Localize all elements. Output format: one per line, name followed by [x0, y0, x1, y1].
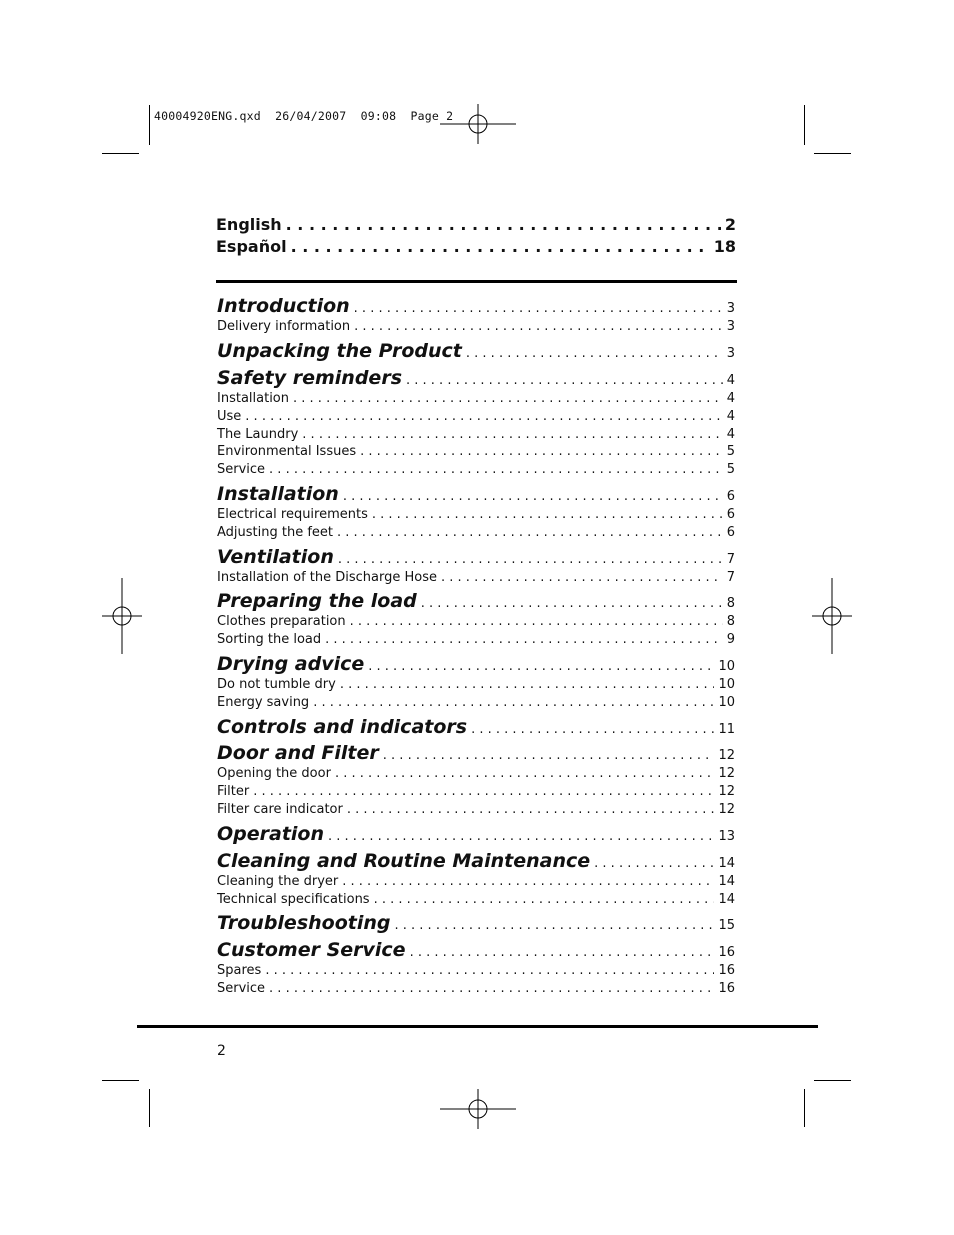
dot-leader	[325, 632, 723, 647]
toc-page: 16	[718, 945, 735, 960]
toc-label: Delivery information	[217, 319, 351, 334]
dot-leader	[372, 507, 723, 522]
toc-subentry[interactable]	[217, 981, 735, 996]
section-divider	[216, 280, 737, 283]
toc-subentry[interactable]	[217, 427, 735, 442]
toc-subentry[interactable]	[217, 614, 735, 629]
dot-leader	[269, 462, 723, 477]
toc-label: Filter care indicator	[217, 802, 343, 817]
toc-label: Spares	[217, 963, 262, 978]
crop-mark	[149, 1089, 150, 1127]
dot-leader	[350, 614, 723, 629]
dot-leader	[291, 237, 710, 256]
footer-divider	[137, 1025, 818, 1028]
page-number: 2	[217, 1043, 226, 1059]
language-label: Español	[216, 237, 287, 256]
toc-label: Adjusting the feet	[217, 525, 334, 540]
dot-leader	[368, 659, 714, 674]
language-page: 2	[724, 215, 736, 234]
dot-leader	[395, 918, 715, 933]
dot-leader	[360, 444, 723, 459]
toc-page: 10	[718, 695, 735, 710]
dot-leader	[293, 391, 723, 406]
toc-page: 8	[726, 596, 735, 611]
toc-heading[interactable]	[217, 483, 735, 505]
toc-heading[interactable]	[217, 590, 735, 612]
dot-leader	[347, 802, 715, 817]
toc-page: 12	[718, 802, 735, 817]
toc-subentry[interactable]	[217, 632, 735, 647]
dot-leader	[410, 945, 715, 960]
toc-label: Filter	[217, 784, 250, 799]
toc-subentry[interactable]	[217, 892, 735, 907]
toc-page: 3	[726, 346, 735, 361]
dot-leader	[594, 856, 714, 871]
dot-leader	[286, 215, 721, 234]
toc-label: Safety reminders	[217, 367, 402, 389]
crop-mark	[814, 153, 851, 154]
toc-label: Customer Service	[217, 939, 406, 961]
dot-leader	[269, 981, 714, 996]
dot-leader	[313, 695, 714, 710]
crop-mark	[804, 105, 805, 145]
toc-page: 14	[718, 892, 735, 907]
toc-label: Service	[217, 462, 266, 477]
dot-leader	[343, 489, 723, 504]
toc-page: 5	[726, 462, 735, 477]
toc-subentry[interactable]	[217, 784, 735, 799]
toc-label: Do not tumble dry	[217, 677, 336, 692]
dot-leader	[383, 748, 715, 763]
toc-page: 7	[726, 552, 735, 567]
dot-leader	[337, 525, 723, 540]
toc-label: Introduction	[217, 295, 350, 317]
toc-page: 16	[718, 981, 735, 996]
toc-subentry[interactable]	[217, 444, 735, 459]
toc-page: 11	[718, 722, 735, 737]
toc-page: 4	[726, 373, 735, 388]
dot-leader	[338, 552, 723, 567]
toc-label: Energy saving	[217, 695, 310, 710]
dot-leader	[406, 373, 723, 388]
dot-leader	[354, 301, 723, 316]
toc-heading[interactable]	[217, 367, 735, 389]
toc-page: 4	[726, 427, 735, 442]
toc-page: 3	[726, 301, 735, 316]
crop-mark	[102, 1080, 139, 1081]
toc-page: 6	[726, 507, 735, 522]
print-slug: 40004920ENG.qxd 26/04/2007 09:08 Page 2	[154, 109, 454, 123]
registration-mark-icon	[440, 104, 516, 144]
dot-leader	[335, 766, 715, 781]
toc-subentry[interactable]	[217, 695, 735, 710]
toc-page: 12	[718, 748, 735, 763]
toc-heading[interactable]	[217, 546, 735, 568]
crop-mark	[102, 153, 139, 154]
toc-page: 4	[726, 391, 735, 406]
dot-leader	[374, 892, 715, 907]
toc-heading[interactable]	[217, 340, 735, 362]
toc-heading[interactable]	[217, 939, 735, 961]
dot-leader	[354, 319, 723, 334]
toc-label: Ventilation	[217, 546, 334, 568]
language-page: 18	[713, 237, 736, 256]
toc-label: Use	[217, 409, 242, 424]
toc-label: Installation	[217, 391, 290, 406]
toc-subentry[interactable]	[217, 802, 735, 817]
toc-heading[interactable]	[217, 716, 735, 738]
dot-leader	[302, 427, 722, 442]
dot-leader	[471, 722, 714, 737]
toc-label: Environmental Issues	[217, 444, 357, 459]
registration-mark-icon	[812, 578, 852, 654]
toc-subentry[interactable]	[217, 874, 735, 889]
dot-leader	[265, 963, 714, 978]
toc-label: Technical specifications	[217, 892, 370, 907]
toc-subentry[interactable]	[217, 507, 735, 522]
crop-mark	[804, 1089, 805, 1127]
toc-page: 9	[726, 632, 735, 647]
toc-page: 10	[718, 677, 735, 692]
dot-leader	[245, 409, 722, 424]
toc-heading[interactable]	[217, 912, 735, 934]
language-entry-espanol[interactable]	[216, 237, 736, 256]
toc-page: 15	[718, 918, 735, 933]
toc-label: Electrical requirements	[217, 507, 368, 522]
toc-label: Cleaning and Routine Maintenance	[217, 850, 591, 872]
toc-label: Installation of the Discharge Hose	[217, 570, 438, 585]
toc-heading[interactable]	[217, 653, 735, 675]
toc-page: 6	[726, 489, 735, 504]
toc-label: The Laundry	[217, 427, 299, 442]
toc-label: Operation	[217, 823, 325, 845]
toc-label: Door and Filter	[217, 742, 379, 764]
toc-page: 5	[726, 444, 735, 459]
toc-page: 4	[726, 409, 735, 424]
toc-label: Installation	[217, 483, 339, 505]
dot-leader	[342, 874, 714, 889]
toc-label: Service	[217, 981, 266, 996]
toc-label: Drying advice	[217, 653, 365, 675]
toc-label: Cleaning the dryer	[217, 874, 339, 889]
dot-leader	[441, 570, 723, 585]
toc-page: 3	[726, 319, 735, 334]
toc-subentry[interactable]	[217, 570, 735, 585]
dot-leader	[466, 346, 723, 361]
crop-mark	[149, 105, 150, 145]
toc-heading[interactable]	[217, 742, 735, 764]
toc-page: 6	[726, 525, 735, 540]
toc-page: 14	[718, 874, 735, 889]
toc-subentry[interactable]	[217, 525, 735, 540]
toc-page: 10	[718, 659, 735, 674]
registration-mark-icon	[102, 578, 142, 654]
toc-subentry[interactable]	[217, 391, 735, 406]
toc-page: 13	[718, 829, 735, 844]
dot-leader	[340, 677, 715, 692]
language-label: English	[216, 215, 282, 234]
dot-leader	[328, 829, 714, 844]
language-entry-english[interactable]	[216, 215, 736, 234]
toc-label: Clothes preparation	[217, 614, 346, 629]
registration-mark-icon	[440, 1089, 516, 1129]
toc-label: Preparing the load	[217, 590, 417, 612]
toc-page: 12	[718, 784, 735, 799]
toc-subentry[interactable]	[217, 409, 735, 424]
toc-label: Sorting the load	[217, 632, 322, 647]
toc-page: 7	[726, 570, 735, 585]
toc-page: 8	[726, 614, 735, 629]
toc-label: Controls and indicators	[217, 716, 468, 738]
toc-label: Unpacking the Product	[217, 340, 462, 362]
toc-subentry[interactable]	[217, 677, 735, 692]
toc-label: Opening the door	[217, 766, 331, 781]
toc-subentry[interactable]	[217, 963, 735, 978]
toc-heading[interactable]	[217, 823, 735, 845]
toc-label: Troubleshooting	[217, 912, 391, 934]
toc-page: 16	[718, 963, 735, 978]
toc-subentry[interactable]	[217, 766, 735, 781]
toc-subentry[interactable]	[217, 462, 735, 477]
crop-mark	[814, 1080, 851, 1081]
dot-leader	[253, 784, 714, 799]
toc-page: 12	[718, 766, 735, 781]
toc-subentry[interactable]	[217, 319, 735, 334]
toc-heading[interactable]	[217, 295, 735, 317]
toc-page: 14	[718, 856, 735, 871]
toc-heading[interactable]	[217, 850, 735, 872]
dot-leader	[421, 596, 723, 611]
